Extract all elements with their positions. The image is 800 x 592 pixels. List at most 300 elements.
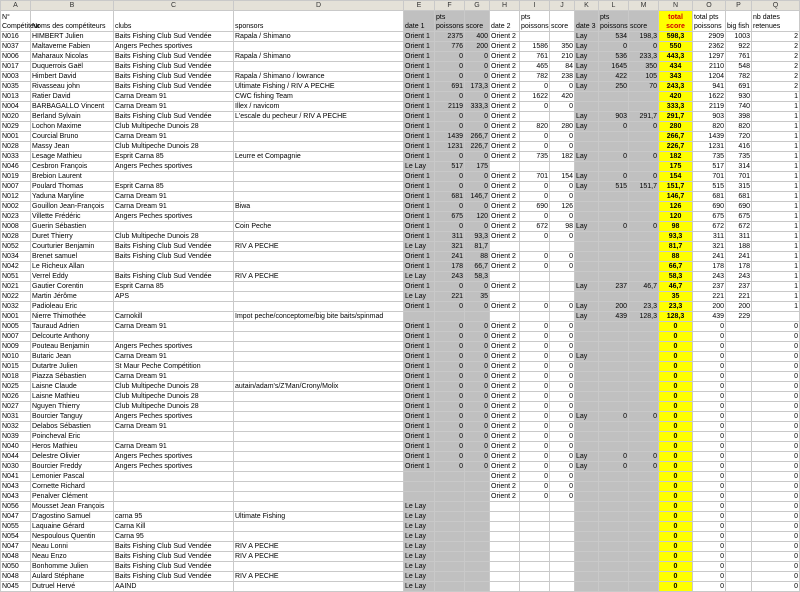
table-cell[interactable] <box>550 502 575 512</box>
column-letter[interactable]: B <box>31 1 114 11</box>
table-cell[interactable] <box>404 482 435 492</box>
table-cell[interactable]: 200 <box>465 42 490 52</box>
table-cell[interactable]: Baits Fishing Club Sud Vendée <box>114 242 234 252</box>
table-cell[interactable]: 0 <box>752 542 800 552</box>
table-cell[interactable]: Lay <box>575 172 599 182</box>
table-cell[interactable]: 128,3 <box>629 312 659 322</box>
table-cell[interactable]: 420 <box>550 92 575 102</box>
table-cell[interactable]: 66,7 <box>659 262 693 272</box>
table-cell[interactable]: Baits Fishing Club Sud Vendée <box>114 542 234 552</box>
table-cell[interactable]: 941 <box>693 82 726 92</box>
table-cell[interactable]: N041 <box>1 472 31 482</box>
table-cell[interactable]: 0 <box>752 322 800 332</box>
table-cell[interactable] <box>599 502 629 512</box>
table-cell[interactable]: 0 <box>435 172 465 182</box>
table-cell[interactable]: 178 <box>435 262 465 272</box>
table-cell[interactable] <box>234 172 404 182</box>
table-cell[interactable] <box>629 472 659 482</box>
table-cell[interactable]: 1 <box>752 152 800 162</box>
table-cell[interactable] <box>490 512 520 522</box>
table-cell[interactable] <box>490 582 520 592</box>
table-cell[interactable] <box>599 372 629 382</box>
table-cell[interactable]: 820 <box>693 122 726 132</box>
table-cell[interactable] <box>520 512 550 522</box>
table-cell[interactable] <box>599 162 629 172</box>
table-cell[interactable]: Orient 1 <box>404 92 435 102</box>
table-cell[interactable] <box>520 542 550 552</box>
table-cell[interactable]: 681 <box>693 192 726 202</box>
table-cell[interactable] <box>234 442 404 452</box>
table-cell[interactable] <box>629 252 659 262</box>
table-cell[interactable] <box>726 362 752 372</box>
table-cell[interactable] <box>599 492 629 502</box>
table-cell[interactable]: 0 <box>520 472 550 482</box>
table-cell[interactable]: Le Richeux Allan <box>31 262 114 272</box>
table-cell[interactable] <box>599 92 629 102</box>
table-cell[interactable] <box>599 402 629 412</box>
table-cell[interactable] <box>234 522 404 532</box>
column-letter[interactable]: K <box>575 1 599 11</box>
table-cell[interactable]: 675 <box>726 212 752 222</box>
table-cell[interactable]: 0 <box>550 322 575 332</box>
table-cell[interactable] <box>234 482 404 492</box>
table-cell[interactable]: 0 <box>629 462 659 472</box>
table-cell[interactable]: 761 <box>726 52 752 62</box>
table-cell[interactable]: 0 <box>550 422 575 432</box>
table-cell[interactable]: 0 <box>435 72 465 82</box>
table-cell[interactable] <box>575 472 599 482</box>
table-cell[interactable] <box>629 442 659 452</box>
table-cell[interactable]: 0 <box>629 42 659 52</box>
table-cell[interactable]: 1439 <box>435 132 465 142</box>
table-cell[interactable]: 178 <box>726 262 752 272</box>
header-cell[interactable]: total pts poissons <box>693 11 726 32</box>
table-cell[interactable]: N010 <box>1 352 31 362</box>
table-cell[interactable] <box>435 492 465 502</box>
table-cell[interactable]: Orient 2 <box>490 382 520 392</box>
table-cell[interactable] <box>599 432 629 442</box>
table-cell[interactable]: 0 <box>752 432 800 442</box>
table-cell[interactable]: Lay <box>575 52 599 62</box>
table-cell[interactable]: Orient 1 <box>404 152 435 162</box>
table-cell[interactable]: 0 <box>550 232 575 242</box>
table-cell[interactable]: N018 <box>1 372 31 382</box>
table-cell[interactable] <box>234 472 404 482</box>
table-cell[interactable]: 0 <box>520 482 550 492</box>
table-cell[interactable] <box>520 162 550 172</box>
table-cell[interactable]: 0 <box>599 122 629 132</box>
table-cell[interactable] <box>435 572 465 582</box>
table-cell[interactable]: 0 <box>520 102 550 112</box>
table-cell[interactable]: 681 <box>726 192 752 202</box>
table-cell[interactable]: 154 <box>659 172 693 182</box>
table-cell[interactable]: 350 <box>629 62 659 72</box>
table-cell[interactable] <box>575 422 599 432</box>
table-cell[interactable] <box>490 292 520 302</box>
table-cell[interactable]: Dutartre Julien <box>31 362 114 372</box>
table-cell[interactable]: Lesage Mathieu <box>31 152 114 162</box>
table-cell[interactable]: 0 <box>752 382 800 392</box>
table-cell[interactable]: 0 <box>752 552 800 562</box>
column-letter[interactable]: E <box>404 1 435 11</box>
table-cell[interactable]: 0 <box>520 232 550 242</box>
table-cell[interactable]: 0 <box>465 422 490 432</box>
table-cell[interactable] <box>404 312 435 322</box>
table-cell[interactable] <box>629 572 659 582</box>
table-cell[interactable]: 200 <box>599 302 629 312</box>
table-cell[interactable]: 675 <box>693 212 726 222</box>
table-cell[interactable]: 0 <box>550 442 575 452</box>
table-cell[interactable]: 0 <box>752 332 800 342</box>
table-cell[interactable]: 311 <box>435 232 465 242</box>
table-cell[interactable]: Orient 1 <box>404 172 435 182</box>
table-cell[interactable] <box>520 532 550 542</box>
table-cell[interactable]: Orient 1 <box>404 72 435 82</box>
table-cell[interactable] <box>575 392 599 402</box>
table-cell[interactable]: 820 <box>726 122 752 132</box>
table-cell[interactable] <box>726 582 752 592</box>
table-cell[interactable]: 2909 <box>693 32 726 42</box>
table-cell[interactable]: 0 <box>693 562 726 572</box>
table-cell[interactable] <box>550 552 575 562</box>
table-cell[interactable]: N047 <box>1 512 31 522</box>
table-cell[interactable]: 1 <box>752 202 800 212</box>
table-cell[interactable]: Verrel Eddy <box>31 272 114 282</box>
table-cell[interactable]: 1586 <box>520 42 550 52</box>
table-cell[interactable]: 0 <box>659 382 693 392</box>
table-cell[interactable]: 0 <box>550 372 575 382</box>
table-cell[interactable] <box>234 262 404 272</box>
table-cell[interactable] <box>550 32 575 42</box>
column-letter[interactable]: P <box>726 1 752 11</box>
table-cell[interactable]: 0 <box>550 412 575 422</box>
table-cell[interactable]: 0 <box>659 472 693 482</box>
table-cell[interactable]: Angers Peches sportives <box>114 212 234 222</box>
table-cell[interactable]: 1204 <box>693 72 726 82</box>
table-cell[interactable]: Carna Dream 91 <box>114 372 234 382</box>
table-cell[interactable]: Mousset Jean François <box>31 502 114 512</box>
table-cell[interactable]: Rivasseau john <box>31 82 114 92</box>
table-cell[interactable] <box>520 282 550 292</box>
table-cell[interactable]: 0 <box>693 462 726 472</box>
table-cell[interactable] <box>599 272 629 282</box>
table-cell[interactable]: 243 <box>726 272 752 282</box>
table-cell[interactable]: Orient 1 <box>404 362 435 372</box>
table-cell[interactable]: Lay <box>575 462 599 472</box>
table-cell[interactable]: Penalver Clément <box>31 492 114 502</box>
table-cell[interactable]: Baits Fishing Club Sud Vendée <box>114 52 234 62</box>
table-cell[interactable]: 0 <box>550 182 575 192</box>
table-cell[interactable] <box>575 382 599 392</box>
table-cell[interactable]: Carna Dream 91 <box>114 192 234 202</box>
table-cell[interactable]: 0 <box>693 412 726 422</box>
table-cell[interactable] <box>465 552 490 562</box>
table-cell[interactable]: 691 <box>726 82 752 92</box>
table-cell[interactable] <box>575 192 599 202</box>
table-cell[interactable]: N055 <box>1 522 31 532</box>
header-cell[interactable]: date 1 <box>404 11 435 32</box>
table-cell[interactable]: 1 <box>752 232 800 242</box>
table-cell[interactable]: 70 <box>629 82 659 92</box>
table-cell[interactable]: Orient 1 <box>404 322 435 332</box>
table-cell[interactable]: 333,3 <box>465 102 490 112</box>
table-cell[interactable] <box>234 582 404 592</box>
table-cell[interactable]: 0 <box>752 442 800 452</box>
table-cell[interactable]: APS <box>114 292 234 302</box>
table-cell[interactable]: 1003 <box>726 32 752 42</box>
table-cell[interactable]: 0 <box>435 452 465 462</box>
header-cell[interactable]: date 3 <box>575 11 599 32</box>
table-cell[interactable] <box>234 42 404 52</box>
table-cell[interactable]: 2 <box>752 52 800 62</box>
table-cell[interactable]: 0 <box>520 492 550 502</box>
table-cell[interactable]: Orient 1 <box>404 232 435 242</box>
table-cell[interactable]: N033 <box>1 152 31 162</box>
table-cell[interactable]: Baits Fishing Club Sud Vendée <box>114 82 234 92</box>
table-cell[interactable]: N013 <box>1 92 31 102</box>
table-cell[interactable] <box>726 522 752 532</box>
table-cell[interactable]: 0 <box>599 452 629 462</box>
table-cell[interactable] <box>726 482 752 492</box>
table-cell[interactable]: 98 <box>659 222 693 232</box>
table-cell[interactable]: Orient 2 <box>490 152 520 162</box>
table-cell[interactable]: Orient 2 <box>490 122 520 132</box>
table-cell[interactable]: 1 <box>752 272 800 282</box>
table-cell[interactable] <box>726 422 752 432</box>
table-cell[interactable]: CWC fishing Team <box>234 92 404 102</box>
table-cell[interactable] <box>575 232 599 242</box>
table-cell[interactable]: 735 <box>726 152 752 162</box>
table-cell[interactable]: Club Multipeche Dunois 28 <box>114 122 234 132</box>
table-cell[interactable]: Maltaverne Fabien <box>31 42 114 52</box>
table-cell[interactable]: 0 <box>693 472 726 482</box>
table-cell[interactable] <box>599 332 629 342</box>
table-cell[interactable] <box>575 242 599 252</box>
table-cell[interactable]: 0 <box>693 342 726 352</box>
table-cell[interactable]: 0 <box>659 532 693 542</box>
table-cell[interactable]: 126 <box>659 202 693 212</box>
table-cell[interactable]: Baits Fishing Club Sud Vendée <box>114 272 234 282</box>
table-cell[interactable]: Orient 1 <box>404 422 435 432</box>
table-cell[interactable]: N008 <box>1 222 31 232</box>
table-cell[interactable]: Le Lay <box>404 572 435 582</box>
table-cell[interactable]: Orient 2 <box>490 132 520 142</box>
table-cell[interactable] <box>629 362 659 372</box>
table-cell[interactable] <box>599 142 629 152</box>
table-cell[interactable] <box>490 572 520 582</box>
table-cell[interactable]: 0 <box>435 462 465 472</box>
table-cell[interactable] <box>726 492 752 502</box>
table-cell[interactable]: 58,3 <box>659 272 693 282</box>
table-cell[interactable] <box>234 212 404 222</box>
table-cell[interactable]: 0 <box>550 462 575 472</box>
table-cell[interactable]: 0 <box>693 442 726 452</box>
table-cell[interactable]: 0 <box>693 352 726 362</box>
table-cell[interactable]: 1 <box>752 92 800 102</box>
table-cell[interactable]: Carna Dream 91 <box>114 92 234 102</box>
table-cell[interactable]: 0 <box>599 462 629 472</box>
table-cell[interactable] <box>234 562 404 572</box>
table-cell[interactable]: N048 <box>1 552 31 562</box>
table-cell[interactable]: 291,7 <box>629 112 659 122</box>
table-cell[interactable]: Orient 1 <box>404 392 435 402</box>
table-cell[interactable]: Orient 2 <box>490 282 520 292</box>
table-cell[interactable] <box>114 172 234 182</box>
table-cell[interactable] <box>435 312 465 322</box>
header-cell[interactable]: sponsors <box>234 11 404 32</box>
table-cell[interactable] <box>234 302 404 312</box>
table-cell[interactable] <box>629 262 659 272</box>
table-cell[interactable] <box>234 142 404 152</box>
table-cell[interactable]: Coin Peche <box>234 222 404 232</box>
table-cell[interactable]: 0 <box>465 362 490 372</box>
table-cell[interactable] <box>234 422 404 432</box>
table-cell[interactable] <box>726 392 752 402</box>
table-cell[interactable]: 291,7 <box>659 112 693 122</box>
table-cell[interactable]: 188 <box>726 242 752 252</box>
table-cell[interactable]: 88 <box>659 252 693 262</box>
table-cell[interactable]: N031 <box>1 412 31 422</box>
table-cell[interactable]: 515 <box>599 182 629 192</box>
table-cell[interactable] <box>599 352 629 362</box>
table-cell[interactable]: N017 <box>1 62 31 72</box>
table-cell[interactable]: 0 <box>465 352 490 362</box>
table-cell[interactable] <box>575 372 599 382</box>
table-cell[interactable]: 0 <box>465 382 490 392</box>
table-cell[interactable]: Orient 1 <box>404 332 435 342</box>
table-cell[interactable]: N032 <box>1 302 31 312</box>
table-cell[interactable]: 1 <box>752 212 800 222</box>
table-cell[interactable]: Le Lay <box>404 522 435 532</box>
table-cell[interactable]: Orient 2 <box>490 222 520 232</box>
table-cell[interactable] <box>404 472 435 482</box>
header-cell[interactable]: total score <box>659 11 693 32</box>
table-cell[interactable]: 701 <box>520 172 550 182</box>
table-cell[interactable]: Massy Jean <box>31 142 114 152</box>
table-cell[interactable]: Esprit Carna 85 <box>114 282 234 292</box>
table-cell[interactable] <box>404 492 435 502</box>
table-cell[interactable]: Lay <box>575 152 599 162</box>
table-cell[interactable]: 0 <box>435 282 465 292</box>
table-cell[interactable] <box>726 552 752 562</box>
table-cell[interactable]: 0 <box>693 382 726 392</box>
table-cell[interactable]: carna 95 <box>114 512 234 522</box>
table-cell[interactable]: Ultimate Fishing <box>234 512 404 522</box>
table-cell[interactable]: Neau Enzo <box>31 552 114 562</box>
table-cell[interactable] <box>234 62 404 72</box>
table-cell[interactable]: 681 <box>435 192 465 202</box>
table-cell[interactable]: 0 <box>629 152 659 162</box>
table-cell[interactable]: N030 <box>1 462 31 472</box>
table-cell[interactable]: 0 <box>752 572 800 582</box>
header-cell[interactable]: date 2 <box>490 11 520 32</box>
table-cell[interactable] <box>629 192 659 202</box>
table-cell[interactable]: 182 <box>550 152 575 162</box>
table-cell[interactable]: 93,3 <box>659 232 693 242</box>
table-cell[interactable]: Lay <box>575 182 599 192</box>
table-cell[interactable]: 0 <box>435 302 465 312</box>
table-cell[interactable]: 175 <box>659 162 693 172</box>
table-cell[interactable]: 0 <box>752 452 800 462</box>
table-cell[interactable]: Bonhomme Julien <box>31 562 114 572</box>
table-cell[interactable]: 0 <box>752 422 800 432</box>
table-cell[interactable]: Lay <box>575 222 599 232</box>
table-cell[interactable]: N006 <box>1 52 31 62</box>
table-cell[interactable]: Le Lay <box>404 242 435 252</box>
table-cell[interactable]: 1439 <box>693 132 726 142</box>
table-cell[interactable] <box>234 352 404 362</box>
table-cell[interactable]: 0 <box>435 392 465 402</box>
table-cell[interactable]: 0 <box>465 372 490 382</box>
table-cell[interactable]: 321 <box>693 242 726 252</box>
table-cell[interactable] <box>599 562 629 572</box>
table-cell[interactable] <box>575 342 599 352</box>
table-cell[interactable]: 0 <box>659 462 693 472</box>
table-cell[interactable] <box>550 112 575 122</box>
table-cell[interactable] <box>465 502 490 512</box>
table-cell[interactable] <box>550 312 575 322</box>
table-cell[interactable]: Lay <box>575 112 599 122</box>
table-cell[interactable]: 465 <box>520 62 550 72</box>
table-cell[interactable]: N020 <box>1 112 31 122</box>
table-cell[interactable] <box>726 412 752 422</box>
column-letter[interactable]: G <box>465 1 490 11</box>
table-cell[interactable] <box>234 402 404 412</box>
table-cell[interactable]: 154 <box>550 172 575 182</box>
table-cell[interactable]: 598,3 <box>659 32 693 42</box>
table-cell[interactable]: Rapala / Shimano <box>234 32 404 42</box>
table-cell[interactable]: 903 <box>693 112 726 122</box>
table-cell[interactable]: 0 <box>693 572 726 582</box>
table-cell[interactable]: 126 <box>550 202 575 212</box>
table-cell[interactable]: 903 <box>599 112 629 122</box>
table-cell[interactable]: 0 <box>520 182 550 192</box>
table-cell[interactable] <box>599 472 629 482</box>
table-cell[interactable]: 701 <box>726 172 752 182</box>
table-cell[interactable]: Orient 2 <box>490 482 520 492</box>
table-cell[interactable]: Berland Sylvain <box>31 112 114 122</box>
table-cell[interactable]: 0 <box>659 582 693 592</box>
table-cell[interactable]: 241 <box>693 252 726 262</box>
table-cell[interactable] <box>550 582 575 592</box>
table-cell[interactable]: Orient 1 <box>404 382 435 392</box>
table-cell[interactable]: Orient 1 <box>404 352 435 362</box>
table-cell[interactable] <box>520 582 550 592</box>
table-cell[interactable]: 221 <box>726 292 752 302</box>
table-cell[interactable]: 0 <box>550 452 575 462</box>
table-cell[interactable]: 0 <box>752 582 800 592</box>
table-cell[interactable]: L'escale du pecheur / RIV A PECHE <box>234 112 404 122</box>
table-cell[interactable] <box>629 392 659 402</box>
table-cell[interactable]: N021 <box>1 282 31 292</box>
table-cell[interactable]: N054 <box>1 532 31 542</box>
table-cell[interactable]: 0 <box>520 412 550 422</box>
table-cell[interactable] <box>490 562 520 572</box>
table-cell[interactable] <box>550 542 575 552</box>
table-cell[interactable]: Orient 2 <box>490 342 520 352</box>
table-cell[interactable]: 146,7 <box>659 192 693 202</box>
table-cell[interactable] <box>114 222 234 232</box>
table-cell[interactable] <box>629 382 659 392</box>
table-cell[interactable] <box>726 572 752 582</box>
table-cell[interactable] <box>575 332 599 342</box>
column-letter[interactable]: N <box>659 1 693 11</box>
table-cell[interactable]: N047 <box>1 542 31 552</box>
table-cell[interactable] <box>435 522 465 532</box>
table-cell[interactable]: 0 <box>659 492 693 502</box>
table-cell[interactable] <box>629 422 659 432</box>
table-cell[interactable]: 2362 <box>693 42 726 52</box>
